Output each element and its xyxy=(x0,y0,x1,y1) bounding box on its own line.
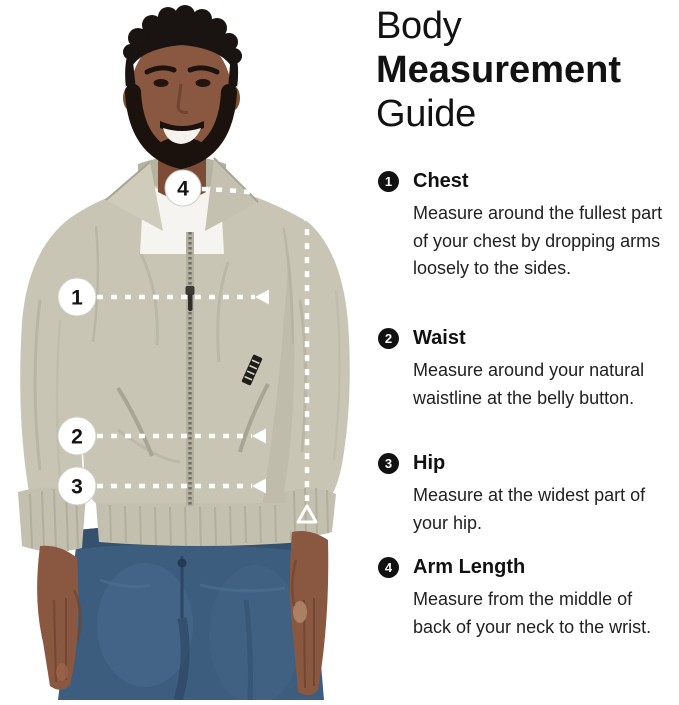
item-description: Measure around your natural waistline at the belly button. xyxy=(413,360,645,408)
right-eye xyxy=(196,79,211,87)
guide-item-chest xyxy=(378,170,674,283)
zipper-pull xyxy=(188,294,193,311)
item-number-badge: 2 xyxy=(378,328,399,349)
zipper-slider xyxy=(186,286,195,295)
title-line-2: Measurement xyxy=(376,49,621,91)
marker-3-number: 3 xyxy=(71,475,83,499)
item-label: Waist xyxy=(413,327,466,349)
item-label: Arm Length xyxy=(413,556,526,578)
item-number-badge: 1 xyxy=(378,171,399,192)
guide-item-hip xyxy=(378,452,674,537)
item-description: Measure from the middle of back of your neck to the wrist. xyxy=(413,589,652,637)
measurement-marker-4 xyxy=(165,170,201,206)
jeans xyxy=(58,525,324,700)
guide-item-arm-length xyxy=(378,556,674,641)
title-line-1: Body xyxy=(376,5,462,47)
item-number-badge: 3 xyxy=(378,453,399,474)
page-title xyxy=(376,4,676,136)
item-label: Chest xyxy=(413,170,469,192)
title-line-3: Guide xyxy=(376,93,476,135)
measurement-marker-3 xyxy=(58,467,96,505)
marker-4-number: 4 xyxy=(177,177,189,201)
item-description: Measure around the fullest part of your chest by dropping arms loosely to the sides. xyxy=(413,203,663,278)
item-number-badge: 4 xyxy=(378,557,399,578)
marker-1-number: 1 xyxy=(71,286,83,310)
measurement-marker-1 xyxy=(58,278,96,316)
item-label: Hip xyxy=(413,452,446,474)
measurement-marker-2 xyxy=(58,417,96,455)
item-description: Measure at the widest part of your hip. xyxy=(413,485,646,533)
left-eye xyxy=(154,79,169,87)
zipper xyxy=(186,232,195,506)
guide-item-waist xyxy=(378,327,674,412)
marker-2-number: 2 xyxy=(71,425,83,449)
